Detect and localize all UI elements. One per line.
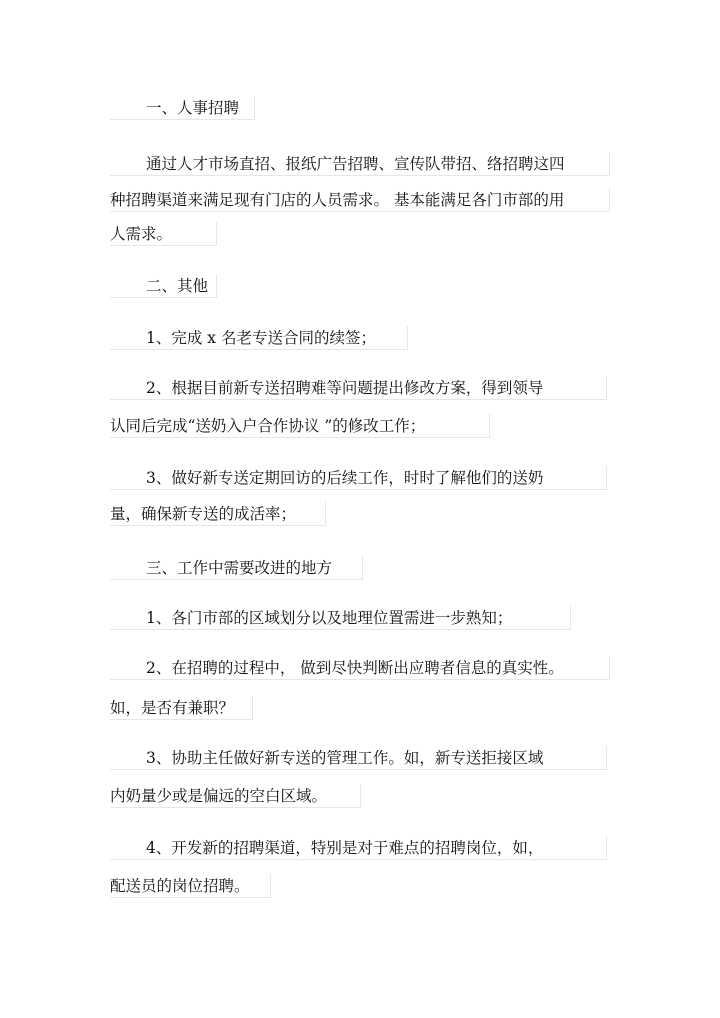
paragraph-line: 2、在招聘的过程中， 做到尽快判断出应聘者信息的真实性。 [110, 656, 610, 680]
paragraph-line: 量，确保新专送的成活率； [110, 502, 326, 526]
paragraph-line: 种招聘渠道来满足现有门店的人员需求。 基本能满足各门市部的用 [110, 188, 610, 212]
section-heading-2: 二、其他 [110, 274, 217, 298]
section-heading-3: 三、工作中需要改进的地方 [110, 556, 363, 580]
paragraph-line: 3、协助主任做好新专送的管理工作。如，新专送拒接区域 [110, 746, 607, 770]
section-heading-1: 一、人事招聘 [110, 96, 255, 120]
paragraph-line: 内奶量少或是偏远的空白区域。 [110, 784, 361, 808]
paragraph-line: 1、完成 x 名老专送合同的续签； [110, 326, 408, 350]
paragraph-line: 4、开发新的招聘渠道，特别是对于难点的招聘岗位，如， [110, 836, 607, 860]
paragraph-line: 通过人才市场直招、报纸广告招聘、宣传队带招、络招聘这四 [110, 152, 610, 176]
paragraph-line: 配送员的岗位招聘。 [110, 874, 271, 898]
paragraph-line: 2、根据目前新专送招聘难等问题提出修改方案，得到领导 [110, 376, 607, 400]
paragraph-line: 1、各门市部的区域划分以及地理位置需进一步熟知； [110, 606, 571, 630]
paragraph-line: 人需求。 [110, 222, 217, 246]
paragraph-line: 认同后完成“送奶入户合作协议 ”的修改工作； [110, 414, 490, 438]
paragraph-line: 3、做好新专送定期回访的后续工作，时时了解他们的送奶 [110, 466, 607, 490]
paragraph-line: 如，是否有兼职？ [110, 696, 253, 720]
